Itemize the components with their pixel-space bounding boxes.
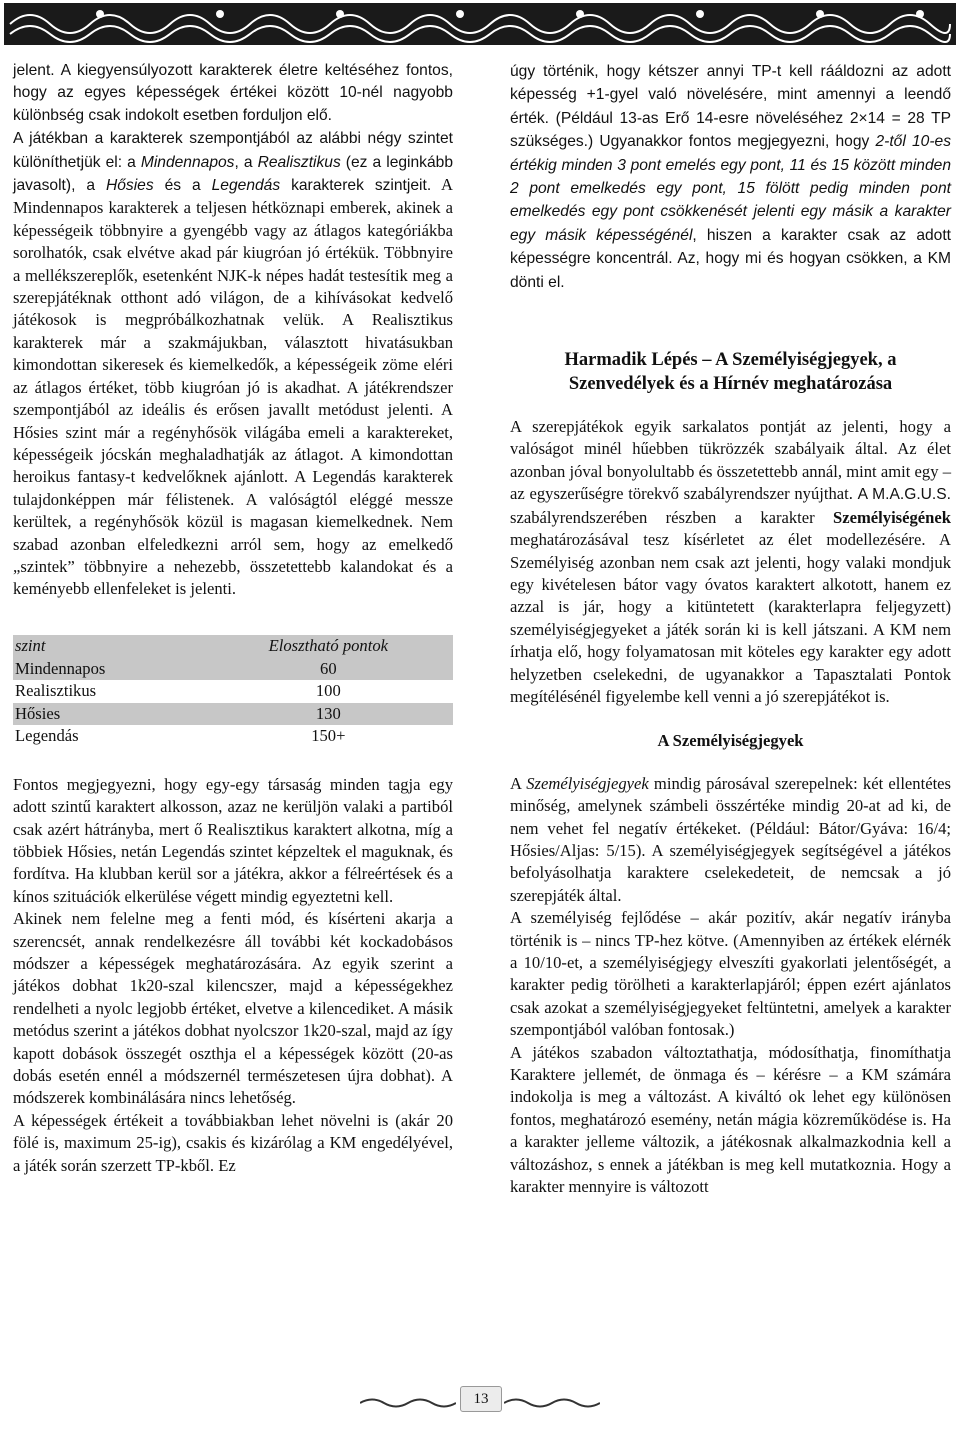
table-row [13, 703, 453, 726]
table-cell: Hősies [13, 703, 204, 726]
footer-ornament-right [504, 1396, 600, 1410]
table-cell: 150+ [311, 726, 346, 746]
text-run: Mindennapos [140, 153, 235, 171]
text-run: Személyiségjegyek [526, 773, 649, 793]
right-paragraph-1 [510, 60, 951, 294]
right-paragraph-2 [510, 416, 951, 708]
table-cell: Mindennapos [13, 657, 204, 680]
left-column [13, 60, 453, 1177]
text-run: és a [153, 177, 212, 195]
text-run: A szerepjátékok egyik sarkalatos pontját az jelenti, hogy a valóságot minél hűebben tükrözzék szabályaik által. Az élet azonban jóval bonyolultabb és összetettebb annál, mint amit egy – az egyszerűségre törekvő szabályrendszer nyújthat. [510, 417, 951, 504]
left-paragraph-1: jelent. A kiegyensúlyozott karakterek életre keltéséhez fontos, hogy az egyes képességek értékei között 10-nél nagyobb különbség csak indokolt esetben forduljon elő. [13, 62, 453, 124]
level-points-table [13, 635, 453, 748]
page-number: 13 [460, 1386, 502, 1412]
text-run: Realisztikus [257, 153, 341, 171]
left-paragraph-3: Fontos megjegyezni, hogy egy-egy társaság minden tagja egy adott szintű karaktert alkosson, azaz ne kerüljön valaki a partiból csak azért hátrányba, mert ő Realisztikus karaktert alkotna, míg a többiek Hősies, netán Legendás szintet képzeltek el maguknak, és fordítva. Ha klubban kerül sor a játékra, akkor a félreértések és a kínos szituációk elkerülése végett mindig egyeztetni kell. [13, 774, 453, 906]
left-paragraph-5: A képességek értékeit a továbbiakban lehet növelni is (akár 20 fölé is, maximum 25-ig), csakis és kizárólag a KM engedélyével, a játék során szerzett TP-kből. Ez [13, 1110, 453, 1175]
right-column [510, 60, 951, 1198]
text-run: A M.A.G.U.S. [857, 486, 951, 504]
text-run: , hiszen a karakter csak az adott képességre koncentrál. Az, hogy mi és hogyan csökken, a KM dönti el. [510, 226, 951, 291]
right-paragraph-5: A játékos szabadon változtathatja, módosíthatja, finomíthatja Karaktere jellemét, de önmaga és – kérésre – a KM számára indokolja is meg a változást. A kiváltó ok lehet egy különösen fontos, meghatározó esemény, netán mágia közreműködése is. Ha a karakter jelleme változik, a játékosnak alkalmazkodnia kell a változáshoz, s ennek a játékban is meg kell mutatkoznia. Hogy a karakter mennyire is változott [510, 1042, 951, 1197]
table-row [13, 725, 453, 748]
left-paragraph-2 [13, 127, 453, 601]
text-run: A [510, 773, 527, 793]
text-run: mindig párosával szerepelnek: két ellentétes minőség, amelynek számbeli összértéke mindig 20-at ad ki, de nem vehet fel negatív értékeket. (Például: Bátor/Gyáva: 16/4; Hősies/Aljas: 5/15). A személyiségjegyek segítségével a játékos befolyásolhatja karaktere cselekedeteit, de nemcsak a jó szerepjáték által. [510, 773, 951, 905]
text-run: , a [234, 153, 258, 171]
table-header-level: szint [13, 635, 204, 658]
text-run: meghatározásával tesz kísérletet az élet modellezésére. A Személyiség azonban nem csak azt jelenti, hogy valaki mondjuk egy kivételesen bátor vagy óvatos karaktert alkotott, hanem ez azzal is jár, hogy a kitüntetett (karakterlapra feljegyzett) személyiségjegyeket a játék során ki is kell játszani. A KM nem írhatja elő, hogy folyamatosan mit köteles egy karakter egy adott helyzetben cselekedni, de ugyanakkor a Tapasztalati Pontok megítélésénél figyelembe kell venni a jó szerepjátékot is. [510, 530, 951, 706]
table-row [13, 680, 453, 703]
footer-ornament-left [360, 1396, 456, 1410]
table-header-points: Elosztható pontok [204, 635, 453, 658]
text-run: A játékban a karakterek szempontjából az alábbi négy szintet különíthetjük el: a [13, 130, 453, 171]
text-run: Személyiségének [833, 507, 951, 527]
table-cell: Realisztikus [15, 681, 97, 701]
text-run: (ez a leginkább javasolt), a [13, 153, 453, 195]
subsection-heading: A Személyiségjegyek [657, 731, 804, 751]
table-cell: 100 [315, 681, 341, 701]
table-cell: 130 [204, 703, 453, 726]
text-run: úgy történik, hogy kétszer annyi TP-t kell rááldozni az adott képesség +1-gyel való növelésére, mint amennyi a leendő érték. (Például 13-as Erő 14-esre növeléséhez 2×14 = 28 TP szükséges.) Ugyanakkor fontos megjegyezni, hogy [510, 63, 951, 151]
text-run: 2-től 10-es értékig minden 3 pont emelés egy pont, 11 és 15 között minden 2 pont emelkedés egy pont, 15 fölött pedig minden pont emelkedés egy pont csökkenését jelenti egy másik a karakter egy másik képességénél [510, 133, 951, 244]
right-paragraph-4: A személyiség fejlődése – akár pozitív, akár negatív irányba történik is – nincs TP-hez kötve. (Amennyiben az értékek elérnék a 10/10-et, a személyiségjegy elveszíti gyakorlati jelentőségét, a karakter pedig törölheti a karakterlapjáról; éppen ezért ajánlatos csak azokat a személyiségjegyeket feltüntetni, amelyek a karakter szempontjából valóban fontosak.) [510, 908, 951, 1040]
text-run: karakterek szintjeit. [280, 177, 432, 195]
text-run: Legendás [211, 177, 281, 195]
text-run: szabályrendszerében részben a karakter [510, 507, 834, 527]
table-row [13, 657, 453, 680]
table-cell: Legendás [15, 726, 79, 746]
right-paragraph-3 [510, 773, 951, 907]
table-cell: 60 [204, 657, 453, 680]
text-run: A Mindennapos karakterek a teljesen hétköznapi emberek, akinek a képességeik többnyire a gyengébb vagy az átlagos kategóriákba sorolhatók, csak elvétve akad pár kiugróan jó értékük. Többnyire a mellékszereplők, esetenként NJK-k népes hadát testesítik meg a szerepjátéknak otthont adó világon, de a kihívásokat kedvelő játékosok is megpróbálkozhatnak velük. A Realisztikus karakterek már a szakmájukban, választott hivatásukban kimondottan sikeresek és kiemelkedők, a képességeik zöme eléri az átlagos értéket, több kiugróan jó is akadhat. A játékrendszer szempontjából az ideális és erősen javallt metódust jelenti. A Hősies szint már a regényhősök világába emeli a karaktereket, képességeik jócskán meghaladhatják az átlagot. A kimondottan heroikus fantasy-t kedvelőknek ajánlott. A Legendás karakterek tulajdonképpen már félistenek. A valóságtól eléggé messze kerültek, a regényhősök közül is magasan kiemelkednek. Nem szabad azonban elfeledkezni arról sem, hogy az emelkedő „szintek” többnyire a nehezebb, összetettebb kalandokat és a keményebb ellenfeleket is jelenti. [13, 175, 454, 599]
text-run: Hősies [105, 177, 154, 195]
left-paragraph-4: Akinek nem felelne meg a fenti mód, és kísérteni akarja a szerencsét, annak rendelkezésre áll további két kockadobásos módszer a képességek meghatározására. Az egyik szerint a játékos dobhat 1k20-szal kilencszer, majd a képességekhez rendelheti a nyolc legjobb értéket, elvetve a kilencediket. A másik metódus szerint a játékos dobhat nyolcszor 1k20-szal, majd az így kapott dobások összegét oszthja el a képességek között (20-as dobás esetén ennél a módszernél természetesen újra dobhat). A módszerek kombinálására nincs lehetőség. [13, 909, 453, 1108]
header-ornament [0, 0, 960, 48]
section-heading: Harmadik Lépés – A Személyiségjegyek, a Szenvedélyek és a Hírnév meghatározása [564, 350, 897, 395]
